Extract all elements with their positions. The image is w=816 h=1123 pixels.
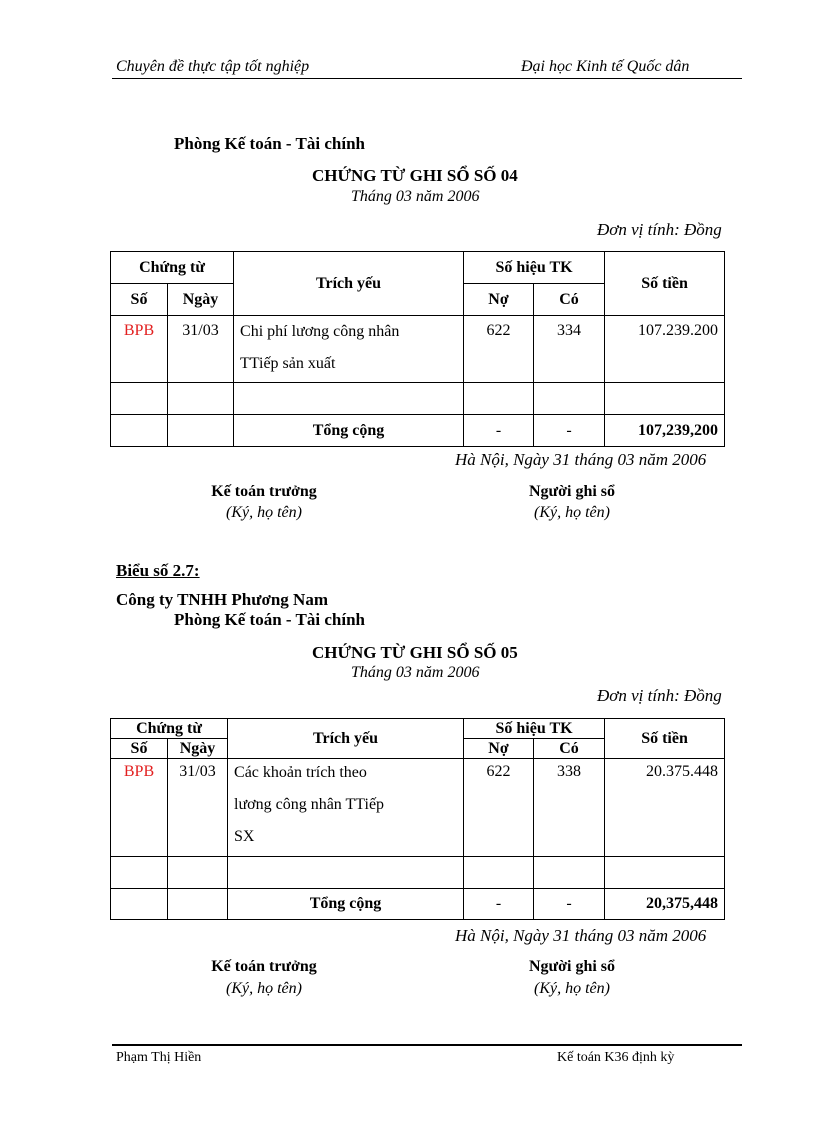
header-right: Đại học Kinh tế Quốc dân <box>521 58 690 75</box>
trich-yeu-line: Các khoản trích theo <box>234 764 367 781</box>
cell-so-tien: 20.375.448 <box>605 759 725 857</box>
cell-co: 338 <box>534 759 605 857</box>
cell-ngay: 31/03 <box>168 759 228 857</box>
section-label: Biểu số 2.7: <box>116 561 200 580</box>
sign-right-note: (Ký, họ tên) <box>534 980 610 997</box>
trich-yeu-line: TTiếp sản xuất <box>240 355 336 372</box>
voucher-table <box>110 718 725 920</box>
trich-yeu-line: SX <box>234 828 255 845</box>
table-row <box>111 316 725 383</box>
total-co: - <box>534 415 605 447</box>
unit-label: Đơn vị tính: Đồng <box>597 220 722 239</box>
trich-yeu-line: Chi phí lương công nhân <box>240 323 400 340</box>
footer-right: Kế toán K36 định kỳ <box>557 1050 675 1065</box>
cell-ngay: 31/03 <box>168 316 234 383</box>
sign-left-title: Kế toán trưởng <box>211 958 317 975</box>
col-so: Số <box>111 739 168 759</box>
cell-trich-yeu <box>234 316 464 383</box>
date-line: Hà Nội, Ngày 31 tháng 03 năm 2006 <box>455 926 707 945</box>
col-trich-yeu: Trích yếu <box>228 719 464 759</box>
col-ngay: Ngày <box>168 739 228 759</box>
total-label: Tổng cộng <box>234 415 464 447</box>
sign-left-note: (Ký, họ tên) <box>226 504 302 521</box>
table-row-empty <box>111 383 725 415</box>
header-rule <box>112 78 742 79</box>
header-left: Chuyên đề thực tập tốt nghiệp <box>116 58 310 75</box>
voucher-table <box>110 251 725 447</box>
department-label: Phòng Kế toán - Tài chính <box>174 610 365 629</box>
cell-so-tien: 107.239.200 <box>605 316 725 383</box>
voucher-period: Tháng 03 năm 2006 <box>351 664 480 681</box>
col-no: Nợ <box>464 284 534 316</box>
col-so-tien: Số tiền <box>605 719 725 759</box>
col-chung-tu: Chứng từ <box>111 719 228 739</box>
col-so-hieu-tk: Số hiệu TK <box>464 252 605 284</box>
col-co: Có <box>534 739 605 759</box>
total-co: - <box>534 889 605 920</box>
voucher-period: Tháng 03 năm 2006 <box>351 188 480 205</box>
unit-label: Đơn vị tính: Đồng <box>597 686 722 705</box>
table-row-empty <box>111 857 725 889</box>
cell-so: BPB <box>111 759 168 857</box>
cell-no: 622 <box>464 316 534 383</box>
col-chung-tu: Chứng từ <box>111 252 234 284</box>
sign-right-note: (Ký, họ tên) <box>534 504 610 521</box>
col-so: Số <box>111 284 168 316</box>
sign-right-title: Người ghi sổ <box>528 958 616 975</box>
col-trich-yeu: Trích yếu <box>234 252 464 316</box>
cell-so: BPB <box>111 316 168 383</box>
col-no: Nợ <box>464 739 534 759</box>
total-amount: 20,375,448 <box>605 889 725 920</box>
col-so-tien: Số tiền <box>605 252 725 316</box>
trich-yeu-line: lương công nhân TTiếp <box>234 796 385 813</box>
footer-rule <box>112 1044 742 1046</box>
table-row <box>111 759 725 857</box>
footer-left: Phạm Thị Hiền <box>116 1050 202 1065</box>
total-amount: 107,239,200 <box>605 415 725 447</box>
cell-no: 622 <box>464 759 534 857</box>
col-ngay: Ngày <box>168 284 234 316</box>
sign-right-title: Người ghi sổ <box>528 483 616 500</box>
sign-left-note: (Ký, họ tên) <box>226 980 302 997</box>
table-row-total <box>111 889 725 920</box>
date-line: Hà Nội, Ngày 31 tháng 03 năm 2006 <box>455 450 707 469</box>
company-name: Công ty TNHH Phương Nam <box>116 590 328 609</box>
voucher-title: CHỨNG TỪ GHI SỔ SỐ 04 <box>312 166 518 185</box>
voucher-title: CHỨNG TỪ GHI SỔ SỐ 05 <box>312 643 518 662</box>
total-no: - <box>464 415 534 447</box>
table-row-total <box>111 415 725 447</box>
total-no: - <box>464 889 534 920</box>
department-label: Phòng Kế toán - Tài chính <box>174 134 365 153</box>
sign-left-title: Kế toán trưởng <box>211 483 317 500</box>
col-so-hieu-tk: Số hiệu TK <box>464 719 605 739</box>
cell-co: 334 <box>534 316 605 383</box>
col-co: Có <box>534 284 605 316</box>
cell-trich-yeu <box>228 759 464 857</box>
total-label: Tổng cộng <box>228 889 464 920</box>
